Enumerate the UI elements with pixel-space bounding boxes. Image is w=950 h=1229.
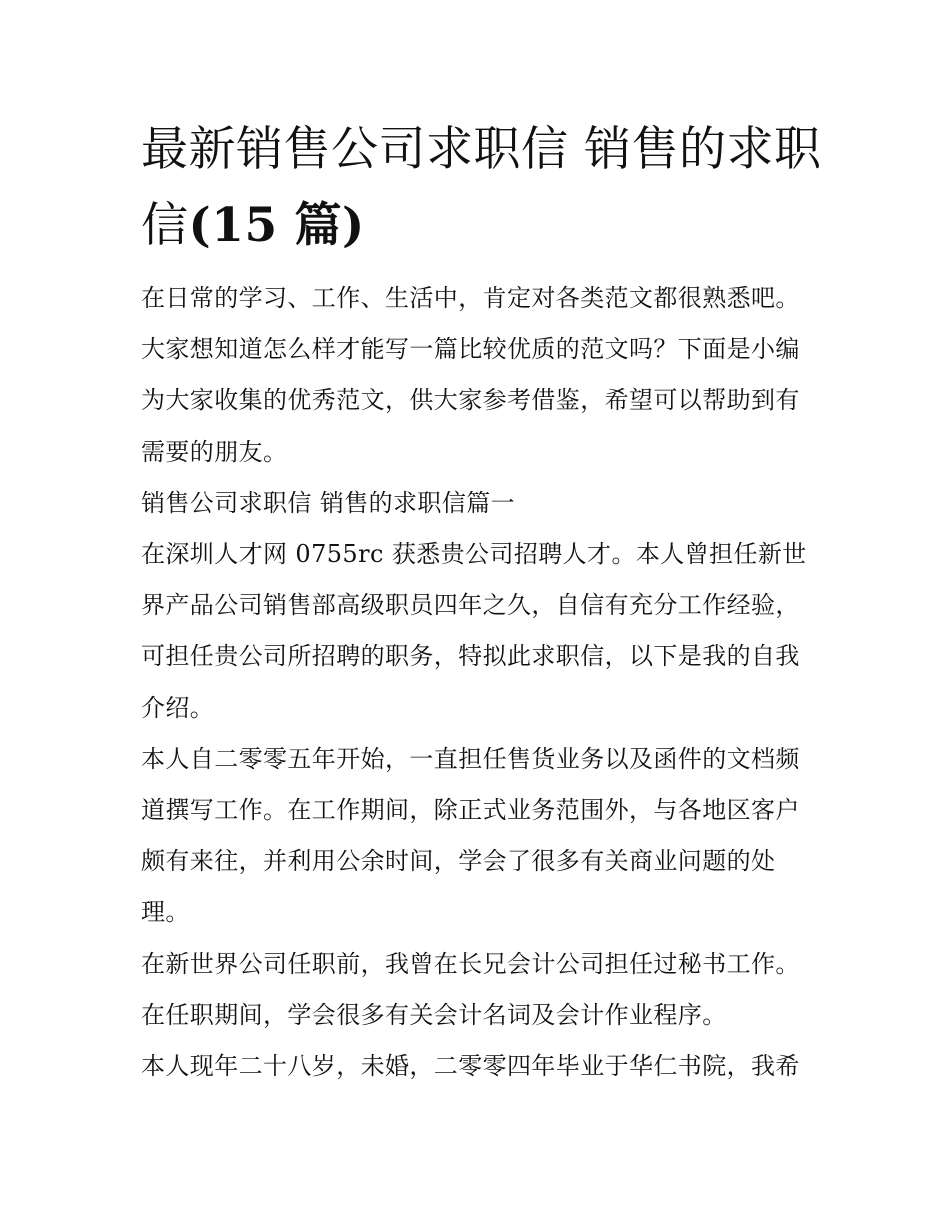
body-paragraph: 本人现年二十八岁，未婚，二零零四年毕业于华仁书院，我希 (141, 1052, 800, 1081)
document-title (141, 112, 822, 264)
body-paragraph: 本人自二零零五年开始，一直担任售货业务以及函件的文档频道撰写工作。在工作期间，除正式业务范围外，与各地区客户颇有来往，并利用公余时间，学会了很多有关商业问题的处理。 (141, 744, 800, 927)
title-text: 最新销售公司求职信 销售的求职信 (141, 122, 822, 253)
body-paragraph: 在新世界公司任职前，我曾在长兄会计公司担任过秘书工作。在任职期间，学会很多有关会计名词及会计作业程序。 (141, 949, 800, 1029)
body-paragraph: 在深圳人才网 0755rc 获悉贵公司招聘人才。本人曾担任新世界产品公司销售部高级职员四年之久，自信有充分工作经验，可担任贵公司所招聘的职务，特拟此求职信，以下是我的自我介绍。 (141, 540, 807, 722)
document-body (141, 273, 822, 1092)
title-count: (15 篇) (188, 198, 365, 253)
intro-paragraph: 在日常的学习、工作、生活中，肯定对各类范文都很熟悉吧。大家想知道怎么样才能写一篇比较优质的范文吗？下面是小编为大家收集的优秀范文，供大家参考借鉴，希望可以帮助到有需要的朋友。 (141, 284, 800, 466)
section-heading: 销售公司求职信 销售的求职信篇一 (141, 488, 516, 517)
